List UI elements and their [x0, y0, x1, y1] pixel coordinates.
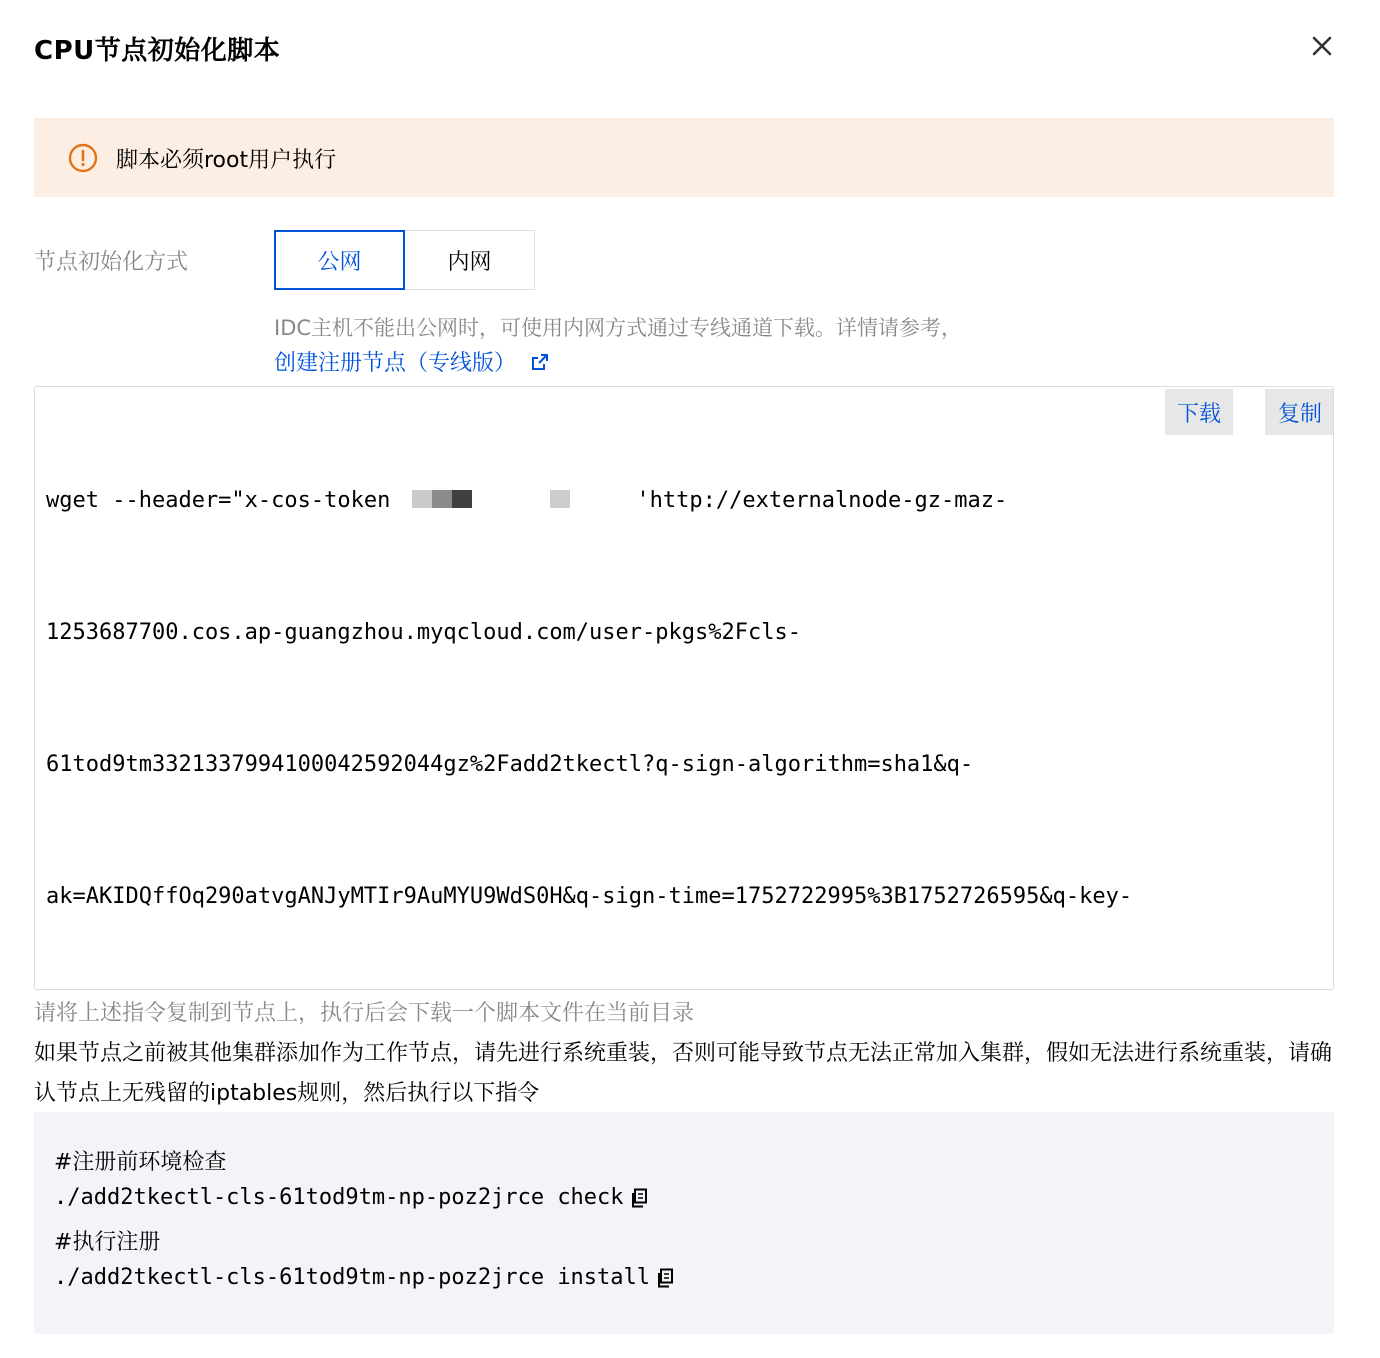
method-label: 节点初始化方式	[34, 250, 189, 275]
copy-instruction-note: 请将上述指令复制到节点上，执行后会下载一个脚本文件在当前目录	[34, 1001, 695, 1026]
reinstall-warning-note: 如果节点之前被其他集群添加作为工作节点，请先进行系统重装，否则可能导致节点无法正常加入集群，假如无法进行系统重装，请确认节点上无残留的iptables规则，然后执行以下指令	[34, 1041, 1333, 1106]
exclamation-circle-icon	[68, 143, 98, 173]
install-comment: #执行注册	[54, 1230, 161, 1255]
script-textarea[interactable]	[34, 386, 1334, 990]
script-line: wget --header="x-cos-token 'http://externalnode-gz-maz-	[46, 488, 1008, 513]
script-content	[46, 391, 1236, 990]
copy-icon[interactable]	[630, 1188, 648, 1208]
download-button[interactable]: 下载	[1165, 389, 1233, 435]
command-panel	[34, 1112, 1334, 1334]
script-line: ak=AKIDQffOq290atvgANJyMTIr9AuMYU9WdS0H&q-sign-time=1752722995%3B1752726595&q-key-	[46, 884, 1133, 909]
alert-text: 脚本必须root用户执行	[116, 148, 337, 173]
close-icon[interactable]	[1308, 32, 1336, 60]
dialog-title: CPU节点初始化脚本	[34, 36, 281, 66]
check-command-row	[54, 1185, 648, 1210]
create-register-node-link[interactable]	[274, 346, 550, 377]
check-comment: #注册前环境检查	[54, 1150, 227, 1175]
check-command: ./add2tkectl-cls-61tod9tm-np-poz2jrce check	[54, 1185, 624, 1210]
hint-text: IDC主机不能出公网时，可使用内网方式通过专线通道下载。详情请参考，	[274, 316, 963, 340]
install-command-row	[54, 1265, 674, 1290]
warning-alert	[34, 118, 1334, 197]
install-command: ./add2tkectl-cls-61tod9tm-np-poz2jrce install	[54, 1265, 651, 1290]
script-line: 1253687700.cos.ap-guangzhou.myqcloud.com/user-pkgs%2Fcls-	[46, 620, 801, 645]
hint-link-label: 创建注册节点（专线版）	[274, 351, 517, 376]
method-option-private[interactable]: 内网	[404, 230, 535, 290]
external-link-icon	[530, 352, 550, 372]
method-option-public[interactable]: 公网	[274, 230, 405, 290]
copy-icon[interactable]	[656, 1268, 674, 1288]
dialog-header	[34, 28, 1346, 72]
script-line: 61tod9tm3321337994100042592044gz%2Fadd2tkectl?q-sign-algorithm=sha1&q-	[46, 752, 974, 777]
copy-button[interactable]: 复制	[1265, 389, 1334, 435]
